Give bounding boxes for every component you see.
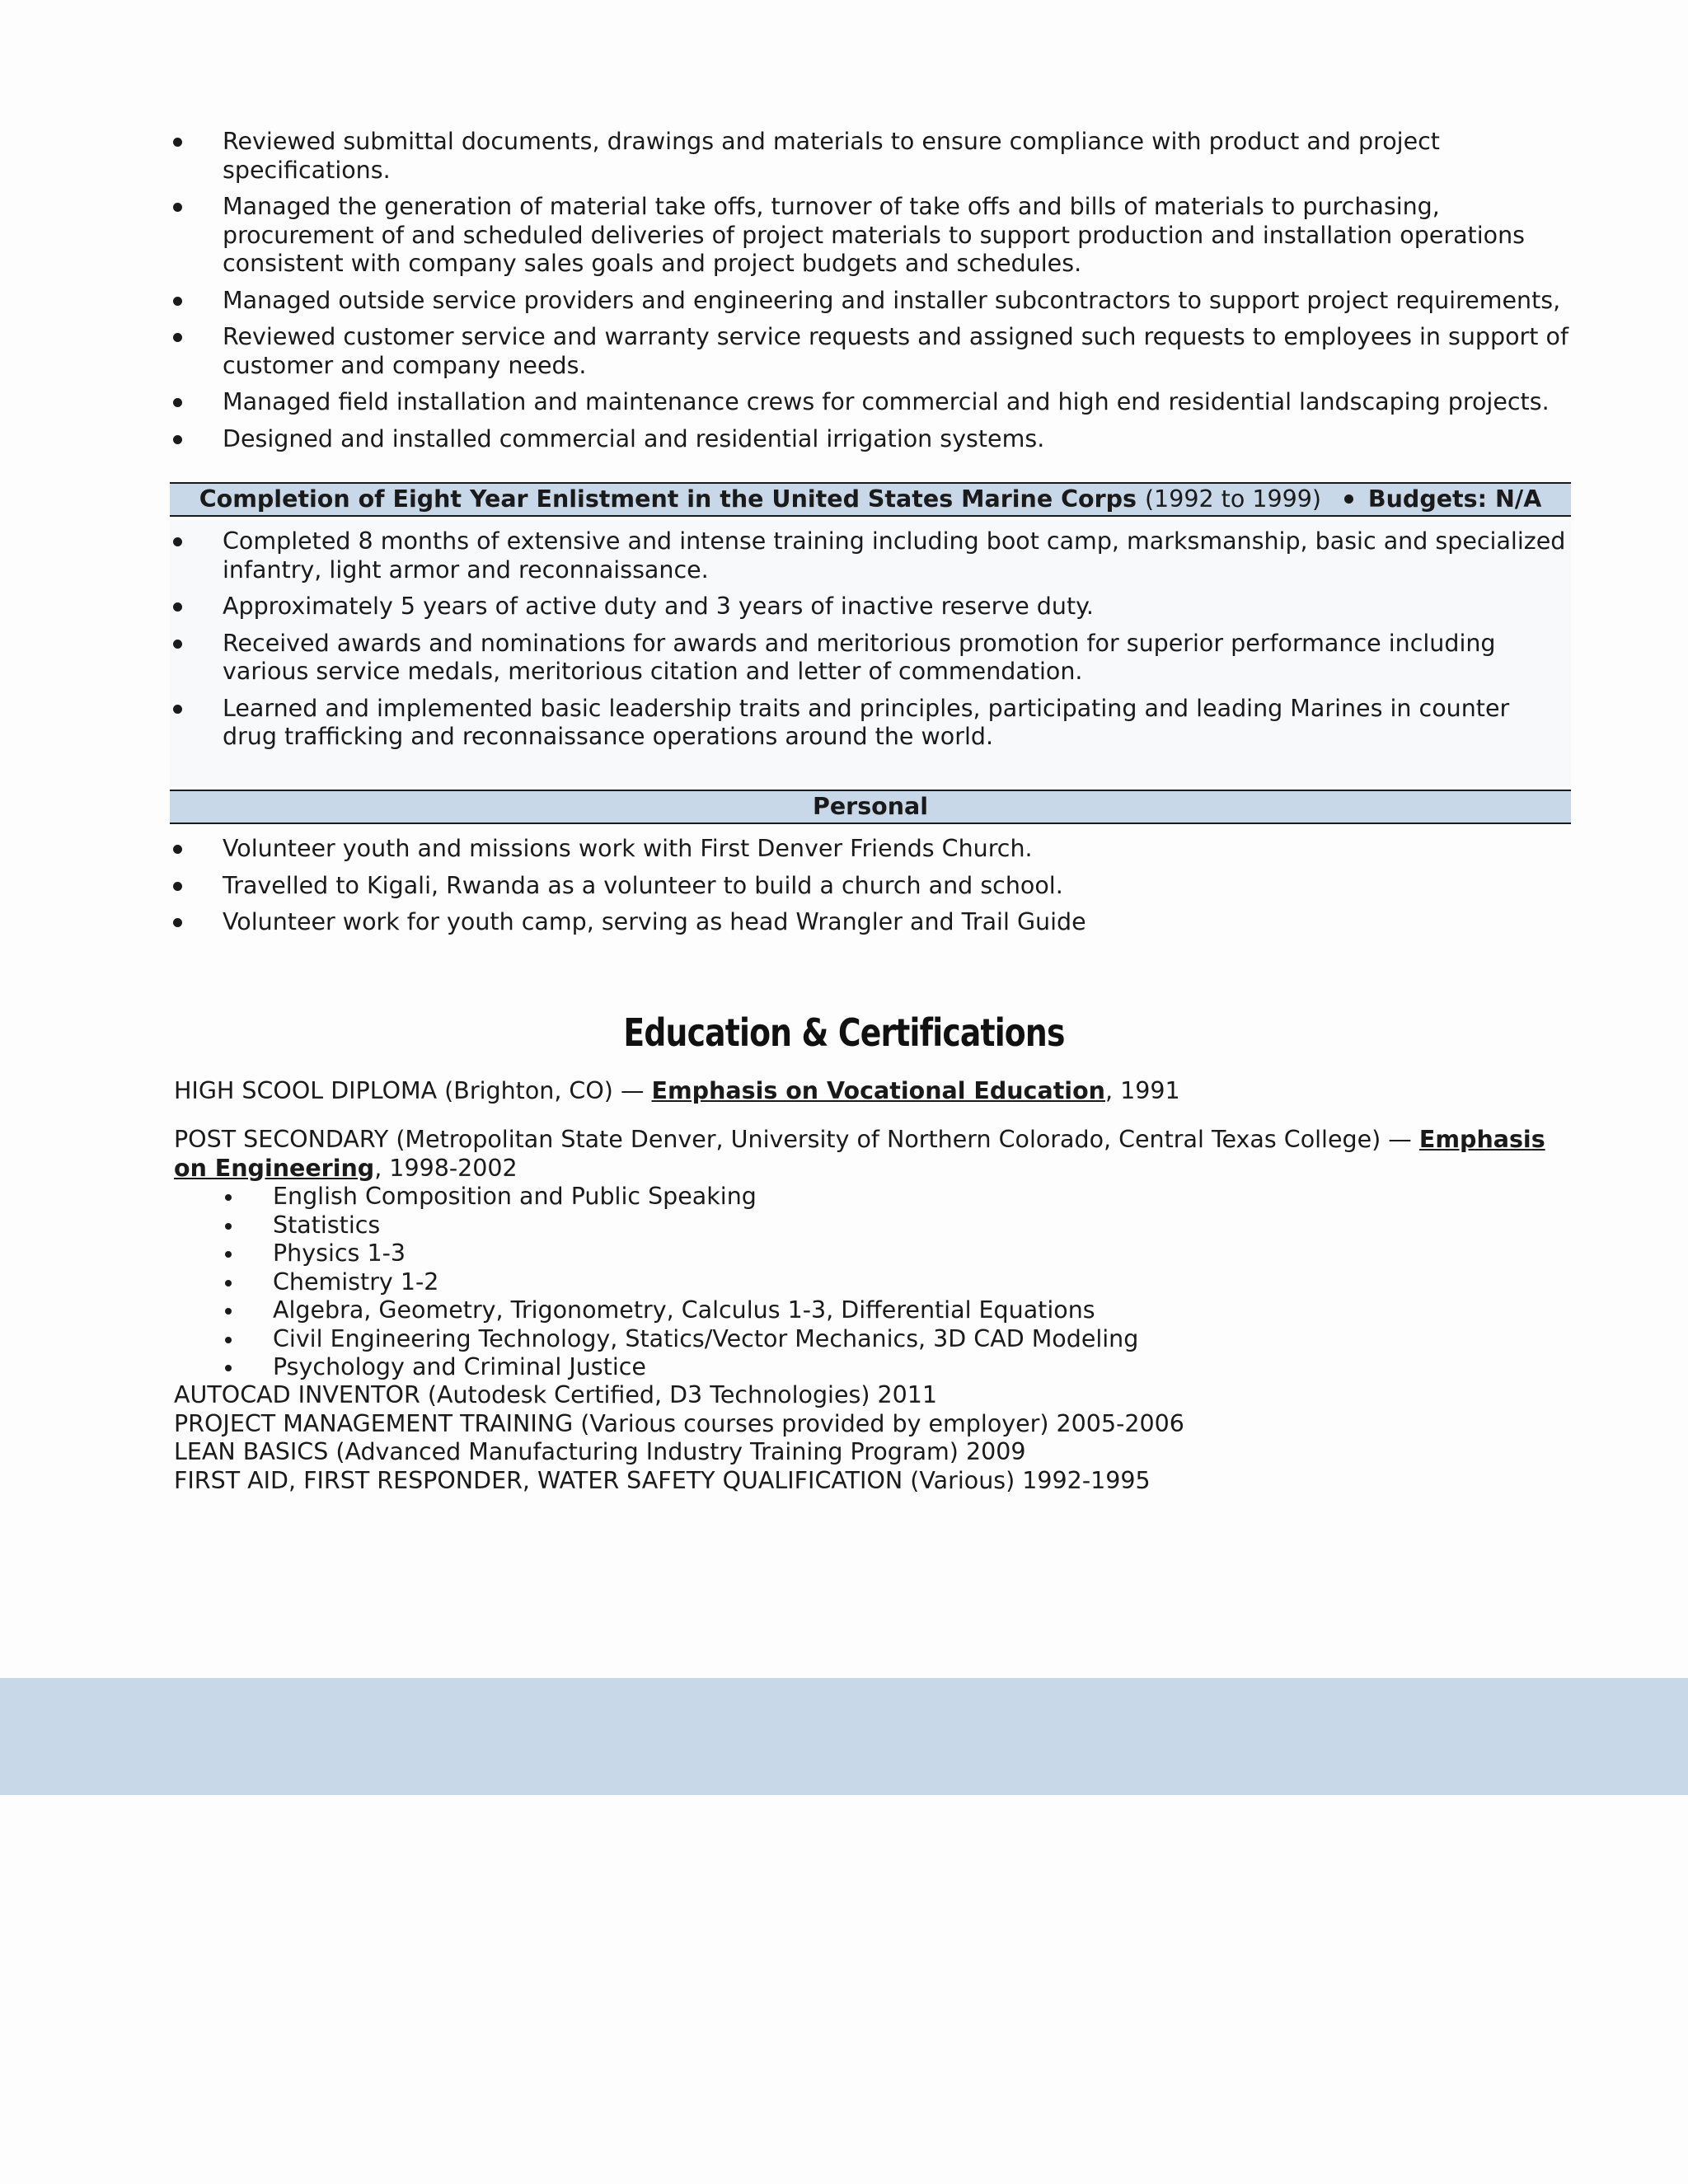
bullet-icon	[225, 1280, 232, 1286]
list-item	[174, 1183, 1138, 1212]
separator-dot-icon	[1344, 494, 1353, 504]
list-item	[170, 128, 1571, 185]
list-item	[170, 593, 1571, 621]
bullet-icon	[225, 1251, 232, 1258]
bullet-icon	[225, 1365, 232, 1371]
marine-section-header	[170, 482, 1571, 517]
bullet-text: Learned and implemented basic leadership traits and principles, participating and leading Marines in counter drug trafficking and reconnaissance operations around the world.	[223, 694, 1510, 750]
marine-bullet-list	[170, 527, 1571, 760]
list-item	[174, 1240, 1138, 1268]
list-item	[170, 193, 1571, 279]
bullet-text: Completed 8 months of extensive and intense training including boot camp, marksmanship, basic and specialized infantry, light armor and reconnaissance.	[223, 527, 1566, 583]
bullet-icon	[225, 1337, 232, 1343]
list-item	[170, 872, 1571, 901]
course-text: Algebra, Geometry, Trigonometry, Calculus 1-3, Differential Equations	[273, 1296, 1095, 1324]
bullet-icon	[173, 333, 182, 342]
course-text: Physics 1-3	[273, 1240, 406, 1267]
footer-band	[0, 1678, 1688, 1795]
bullet-icon	[173, 705, 182, 714]
bullet-icon	[225, 1308, 232, 1315]
bullet-icon	[173, 537, 182, 546]
course-text: English Composition and Public Speaking	[273, 1183, 757, 1210]
list-item	[170, 425, 1571, 454]
bullet-icon	[173, 640, 182, 649]
bullet-icon	[225, 1194, 232, 1201]
list-item	[170, 695, 1571, 752]
list-item	[170, 527, 1571, 584]
list-item	[170, 835, 1571, 864]
bullet-icon	[173, 602, 182, 612]
personal-heading: Personal	[812, 793, 929, 820]
education-title: Education & Certifications	[623, 1010, 1065, 1055]
list-item	[170, 323, 1571, 380]
bullet-icon	[173, 845, 182, 854]
list-item	[174, 1212, 1138, 1240]
bullet-text: Approximately 5 years of active duty and 3 years of inactive reserve duty.	[223, 593, 1094, 620]
bullet-text: Managed outside service providers and engineering and installer subcontractors to support project requirements,	[223, 286, 1561, 314]
marine-heading: Completion of Eight Year Enlistment in the United States Marine Corps	[199, 485, 1137, 513]
bullet-text: Reviewed submittal documents, drawings and materials to ensure compliance with product and project specifications.	[223, 128, 1440, 184]
personal-section-header	[170, 790, 1571, 824]
certification-item: AUTOCAD INVENTOR (Autodesk Certified, D3 Technologies) 2011	[174, 1381, 938, 1408]
bullet-icon	[173, 398, 182, 407]
marine-dates: (1992 to 1999)	[1144, 485, 1321, 513]
list-item	[170, 388, 1571, 417]
certification-item: FIRST AID, FIRST RESPONDER, WATER SAFETY QUALIFICATION (Various) 1992-1995	[174, 1466, 1151, 1494]
bullet-text: Volunteer work for youth camp, serving as head Wrangler and Trail Guide	[223, 908, 1086, 935]
certification-item: PROJECT MANAGEMENT TRAINING (Various courses provided by employer) 2005-2006	[174, 1409, 1184, 1437]
certification-list	[174, 1381, 1184, 1495]
course-text: Psychology and Criminal Justice	[273, 1353, 646, 1380]
marine-budgets: Budgets: N/A	[1367, 485, 1542, 513]
list-item	[174, 1353, 1138, 1382]
list-item	[170, 908, 1571, 937]
bullet-text: Managed field installation and maintenance crews for commercial and high end residential landscaping projects.	[223, 388, 1550, 415]
high-school-entry: HIGH SCOOL DIPLOMA (Brighton, CO) — Emphasis on Vocational Education, 1991	[174, 1077, 1180, 1104]
high-school-emphasis: Emphasis on Vocational Education	[651, 1077, 1105, 1104]
bullet-icon	[173, 138, 182, 147]
course-text: Civil Engineering Technology, Statics/Vector Mechanics, 3D CAD Modeling	[273, 1324, 1139, 1352]
bullet-text: Volunteer youth and missions work with First Denver Friends Church.	[223, 835, 1033, 862]
post-secondary-entry: POST SECONDARY (Metropolitan State Denver, University of Northern Colorado, Central Texas College) — Emphasis on Engineering, 1998-2002	[174, 1126, 1545, 1182]
bullet-text: Received awards and nominations for awards and meritorious promotion for superior performance including various service medals, meritorious citation and letter of commendation.	[223, 629, 1496, 685]
bullet-text: Travelled to Kigali, Rwanda as a volunteer to build a church and school.	[223, 871, 1063, 899]
bullet-icon	[173, 435, 182, 444]
list-item	[174, 1325, 1138, 1354]
bullet-text: Designed and installed commercial and residential irrigation systems.	[223, 424, 1045, 452]
course-text: Statistics	[273, 1211, 381, 1239]
personal-bullet-list	[170, 835, 1571, 945]
list-item	[170, 630, 1571, 687]
bullet-text: Reviewed customer service and warranty service requests and assigned such requests to employees in support of customer and company needs.	[223, 323, 1568, 379]
list-item	[174, 1268, 1138, 1297]
bullet-icon	[173, 203, 182, 212]
bullet-icon	[225, 1223, 232, 1230]
list-item	[170, 287, 1571, 316]
bullet-icon	[173, 918, 182, 927]
bullet-text: Managed the generation of material take offs, turnover of take offs and bills of materials to purchasing, procurement of and scheduled deliveries of project materials to support production and installation operations consistent with company sales goals and project budgets and schedules.	[223, 193, 1525, 277]
bullet-icon	[173, 297, 182, 306]
course-list	[174, 1183, 1138, 1382]
course-text: Chemistry 1-2	[273, 1268, 439, 1296]
post-secondary-emphasis: Emphasis on Engineering	[174, 1126, 1545, 1182]
certification-item: LEAN BASICS (Advanced Manufacturing Industry Training Program) 2009	[174, 1438, 1026, 1465]
work-bullet-list	[170, 128, 1571, 462]
list-item	[174, 1296, 1138, 1325]
bullet-icon	[173, 882, 182, 891]
